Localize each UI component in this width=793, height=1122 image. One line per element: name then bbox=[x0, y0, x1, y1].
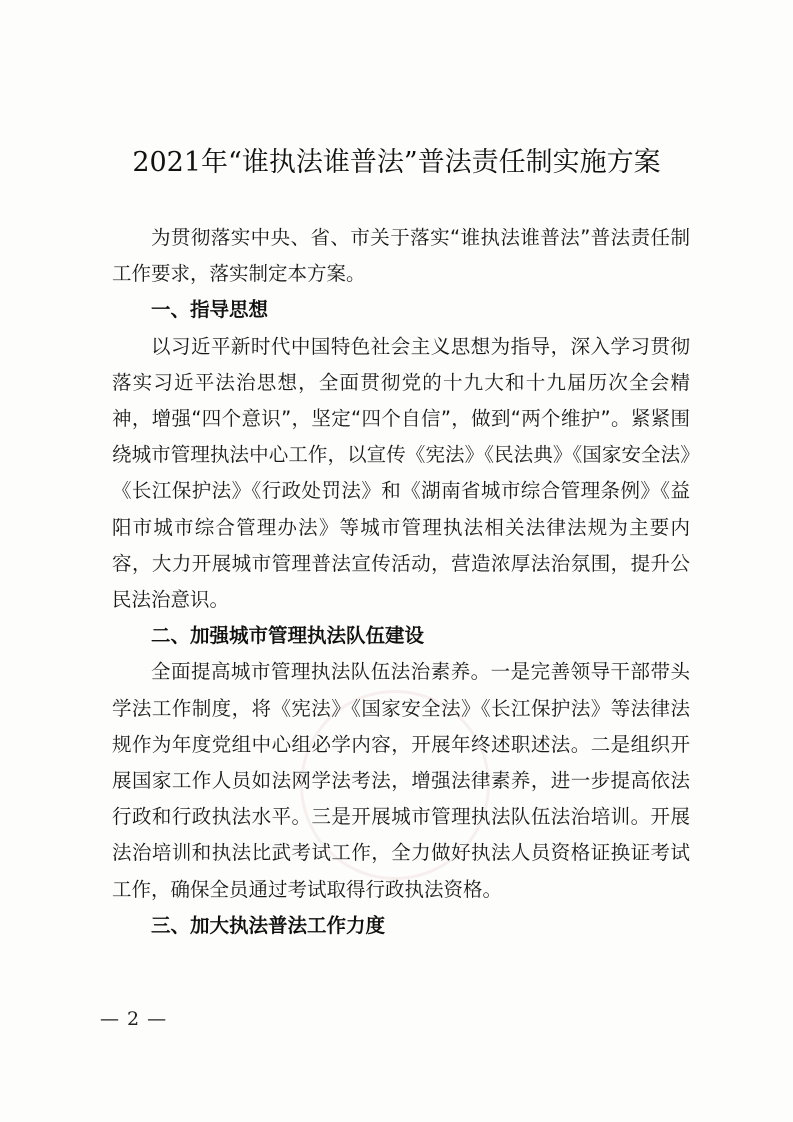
section-heading-guiding-thought: 一、指导思想 bbox=[151, 298, 269, 322]
guiding-thought-paragraph: 以习近平新时代中国特色社会主义思想为指导，深入学习贯彻落实习近平法治思想，全面贯彻党的十九大和十九届历次全会精神，增强“四个意识”，坚定“四个自信”，做到“两个维护”。紧紧围绕城市管理执法中心工作，以宣传《宪法》《民法典》《国家安全法》《长江保护法》《行政处罚法》和《湖南省城市综合管理条例》《益阳市城市综合管理办法》等城市管理执法相关法律法规为主要内容，大力开展城市管理普法宣传活动，营造浓厚法治氛围，提升公民法治意识。 bbox=[112, 334, 690, 612]
document-body bbox=[112, 220, 690, 944]
section-heading-team-building: 二、加强城市管理执法队伍建设 bbox=[151, 624, 425, 648]
section-heading-enforcement: 三、加大执法普法工作力度 bbox=[151, 913, 386, 937]
team-building-paragraph: 全面提高城市管理执法队伍法治素养。一是完善领导干部带头学法工作制度，将《宪法》《国家安全法》《长江保护法》等法律法规作为年度党组中心组必学内容，开展年终述职述法。二是组织开展国家工作人员如法网学法考法，增强法律素养，进一步提高依法行政和行政执法水平。三是开展城市管理执法队伍法治培训。开展法治培训和执法比武考试工作，全力做好执法人员资格证换证考试工作，确保全员通过考试取得行政执法资格。 bbox=[112, 660, 690, 901]
page-number: — 2 — bbox=[100, 1008, 168, 1030]
document-title: 2021年“谁执法谁普法”普法责任制实施方案 bbox=[132, 147, 661, 178]
intro-paragraph: 为贯彻落实中央、省、市关于落实“谁执法谁普法”普法责任制工作要求，落实制定本方案。 bbox=[112, 226, 690, 286]
